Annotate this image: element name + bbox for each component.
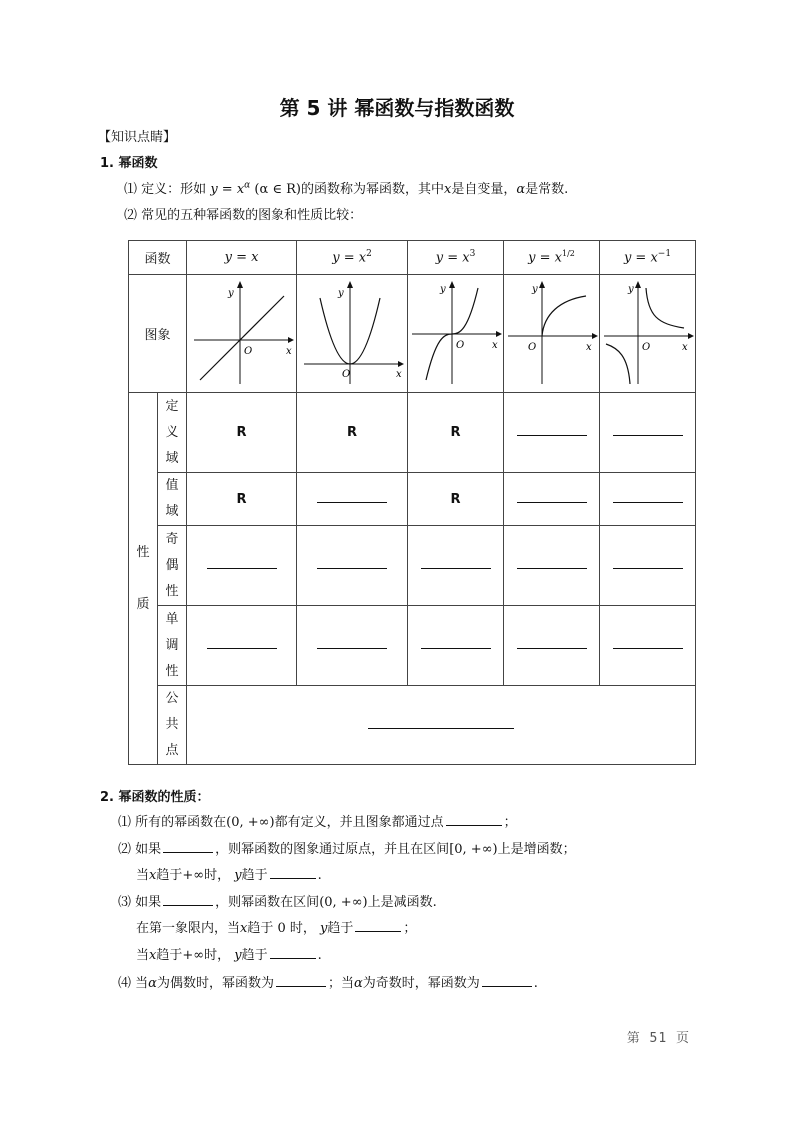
func-exp: 1/2 — [562, 249, 575, 259]
axis-origin-label: O — [456, 339, 465, 351]
def-rest2: 是自变量， — [451, 182, 517, 197]
blank-line — [517, 638, 587, 649]
blank-line — [207, 558, 277, 569]
domain-blank — [504, 393, 600, 473]
text: 为偶数时，幂函数为 — [156, 976, 274, 991]
func-base: y = x — [623, 250, 658, 266]
graph-cell-5 — [600, 275, 696, 393]
graph-reciprocal — [600, 276, 696, 388]
item-num: ⑷ — [118, 976, 132, 991]
func-cell-5 — [600, 241, 696, 275]
interval: (0, +∞) — [226, 815, 275, 830]
text: 时， — [204, 868, 231, 883]
section-tag: 【知识点睛】 — [98, 130, 177, 145]
label-range — [158, 473, 187, 526]
blank-line — [517, 492, 587, 503]
var-x: x — [149, 868, 157, 883]
func-base: y = x — [224, 250, 259, 265]
text: 上是增函数； — [497, 842, 576, 857]
prop-line-2b — [136, 864, 322, 883]
label-char: 单 — [165, 611, 179, 627]
blank-line — [421, 558, 491, 569]
blank-line — [317, 492, 387, 503]
common-point-blank — [187, 686, 696, 765]
table-row-common-point — [129, 686, 696, 765]
text: 当 — [136, 948, 150, 963]
text: 趋于 0 时， — [247, 921, 316, 936]
text: 当 — [135, 976, 149, 991]
blank-line — [207, 638, 277, 649]
range-blank — [297, 473, 408, 526]
item-num: ⑶ — [118, 895, 132, 910]
var-y: y — [320, 921, 328, 936]
parity-blank — [297, 526, 408, 606]
func-base: y = x — [332, 250, 367, 266]
blank-line — [163, 893, 213, 906]
var-alpha: α — [148, 976, 157, 991]
text: 趋于 — [156, 948, 183, 963]
prop-line-4 — [118, 972, 538, 991]
graph-cell-4 — [504, 275, 600, 393]
text: 趋于 — [241, 948, 268, 963]
text: 时， — [204, 948, 231, 963]
parity-blank — [504, 526, 600, 606]
parity-blank — [600, 526, 696, 606]
text: 如果 — [135, 895, 162, 910]
item-num: ⑴ — [118, 815, 132, 830]
graph-square — [298, 276, 406, 388]
table-row-graphs — [129, 275, 696, 393]
prop-char: 性 — [136, 544, 150, 560]
blank-line — [276, 974, 326, 987]
infinity: +∞ — [182, 868, 205, 883]
graph-linear — [188, 276, 296, 388]
prop-line-2 — [118, 838, 576, 857]
label-char: 域 — [165, 504, 179, 519]
mono-blank — [297, 606, 408, 686]
label-domain — [158, 393, 187, 473]
func-exp: 3 — [469, 249, 476, 260]
text: 趋于 — [156, 868, 183, 883]
text: 如果 — [135, 842, 162, 857]
axis-x-label: x — [396, 368, 402, 380]
prop-line-1 — [118, 811, 517, 830]
text: 当 — [136, 868, 150, 883]
prop-char: 质 — [136, 596, 150, 612]
interval: (0, +∞) — [319, 895, 368, 910]
label-monotonicity — [158, 606, 187, 686]
domain-cell: R — [408, 393, 504, 473]
blank-line — [517, 558, 587, 569]
label-properties — [129, 393, 158, 765]
label-char: 奇 — [165, 531, 179, 547]
def-num: ⑴ — [124, 182, 138, 197]
text: . — [317, 868, 322, 883]
page-title: 第 5 讲 幂函数与指数函数 — [279, 96, 515, 120]
text: 趋于 — [241, 868, 268, 883]
mono-blank — [600, 606, 696, 686]
def-exp: α — [244, 180, 251, 191]
power-function-table — [128, 240, 696, 765]
label-char: 点 — [165, 743, 179, 758]
axis-x-label: x — [682, 341, 688, 353]
def-formula: y = x — [210, 182, 245, 197]
graph-cube — [408, 276, 504, 388]
axis-x-label: x — [492, 339, 498, 351]
text: 上是减函数. — [367, 895, 437, 910]
section1-heading: 1. 幂函数 — [100, 156, 158, 171]
prop-line-3c — [136, 944, 322, 963]
axis-origin-label: O — [528, 341, 537, 353]
label-char: 性 — [165, 583, 179, 599]
parity-blank — [187, 526, 297, 606]
table-row-monotonicity — [129, 606, 696, 686]
text: 为奇数时，幂函数为 — [362, 976, 480, 991]
blank-line — [317, 558, 387, 569]
mono-blank — [504, 606, 600, 686]
label-char: 值 — [165, 478, 179, 493]
label-char: 义 — [165, 424, 179, 440]
domain-cell: R — [187, 393, 297, 473]
text: 在第一象限内，当 — [136, 921, 241, 936]
label-char: 偶 — [165, 557, 179, 573]
def-rest3: 是常数. — [525, 182, 569, 197]
interval: [0, +∞) — [449, 842, 498, 857]
func-exp: 2 — [366, 249, 372, 260]
blank-line — [446, 813, 502, 826]
text: ；当 — [327, 976, 354, 991]
var-x: x — [240, 921, 248, 936]
range-cell: R — [187, 473, 297, 526]
blank-line — [517, 425, 587, 436]
var-alpha: α — [353, 976, 363, 991]
axis-y-label: y — [628, 283, 634, 295]
range-blank — [504, 473, 600, 526]
def-cond: (α ∈ R) — [254, 182, 301, 197]
func-base: y = x — [528, 250, 562, 266]
axis-x-label: x — [285, 345, 292, 357]
axis-y-label: y — [532, 283, 538, 295]
text: 都有定义，并且图象都通过点 — [274, 815, 444, 830]
blank-line — [613, 425, 683, 436]
table-row-range — [129, 473, 696, 526]
graph-cell-2 — [297, 275, 408, 393]
blank-line — [421, 638, 491, 649]
var-y: y — [234, 948, 242, 963]
blank-line — [613, 558, 683, 569]
func-exp: −1 — [657, 249, 672, 260]
text: ，则幂函数的图象通过原点，并且在区间 — [215, 842, 450, 857]
text: ，则幂函数在区间 — [215, 895, 320, 910]
section2-heading: 2. 幂函数的性质： — [100, 790, 210, 805]
label-char: 共 — [165, 717, 179, 732]
range-blank — [600, 473, 696, 526]
text: . — [533, 976, 538, 991]
func-cell-3 — [408, 241, 504, 275]
mono-blank — [408, 606, 504, 686]
label-char: 公 — [165, 691, 179, 706]
var-x: x — [149, 948, 157, 963]
func-cell-1 — [187, 241, 297, 275]
graph-cell-3 — [408, 275, 504, 393]
range-cell: R — [408, 473, 504, 526]
domain-cell: R — [297, 393, 408, 473]
blank-line — [613, 492, 683, 503]
mono-blank — [187, 606, 297, 686]
label-function: 函数 — [129, 241, 187, 275]
blank-line — [317, 638, 387, 649]
axis-origin-label: O — [342, 368, 351, 380]
label-parity — [158, 526, 187, 606]
compare-line: ⑵ 常见的五种幂函数的图象和性质比较： — [124, 208, 363, 223]
parity-blank — [408, 526, 504, 606]
var-y: y — [234, 868, 242, 883]
item-num: ⑵ — [118, 842, 132, 857]
prop-line-3 — [118, 891, 437, 910]
graph-cell-1 — [187, 275, 297, 393]
blank-line — [482, 974, 532, 987]
blank-line — [270, 946, 316, 959]
text: 所有的幂函数在 — [135, 815, 227, 830]
table-row-domain — [129, 393, 696, 473]
blank-line — [163, 840, 213, 853]
definition-line — [124, 178, 568, 197]
blank-line — [368, 718, 514, 729]
text: . — [317, 948, 322, 963]
blank-line — [613, 638, 683, 649]
label-char: 调 — [165, 637, 179, 653]
text: 趋于 — [327, 921, 354, 936]
graph-sqrt — [504, 276, 600, 388]
def-rest: 的函数称为幂函数，其中 — [300, 182, 444, 197]
axis-origin-label: O — [243, 345, 252, 357]
axis-y-label: y — [338, 287, 344, 299]
def-alpha: α — [516, 182, 526, 197]
page-number: 第 51 页 — [626, 1031, 690, 1046]
label-char: 性 — [165, 663, 179, 679]
text: ； — [403, 921, 417, 936]
func-cell-4 — [504, 241, 600, 275]
blank-line — [355, 919, 401, 932]
infinity: +∞ — [182, 948, 205, 963]
axis-x-label: x — [586, 341, 592, 353]
table-row-functions — [129, 241, 696, 275]
label-char: 定 — [165, 398, 179, 414]
def-lead: 定义：形如 — [141, 182, 207, 197]
axis-origin-label: O — [642, 341, 651, 353]
func-cell-2 — [297, 241, 408, 275]
text: ； — [503, 815, 517, 830]
domain-blank — [600, 393, 696, 473]
blank-line — [270, 866, 316, 879]
axis-y-label: y — [227, 287, 234, 299]
func-base: y = x — [435, 250, 470, 266]
prop-line-3b — [136, 917, 416, 936]
label-char: 域 — [165, 450, 179, 466]
label-graph: 图象 — [129, 275, 187, 393]
table-row-parity — [129, 526, 696, 606]
axis-y-label: y — [440, 283, 446, 295]
label-common-point — [158, 686, 187, 765]
def-x: x — [444, 182, 452, 197]
